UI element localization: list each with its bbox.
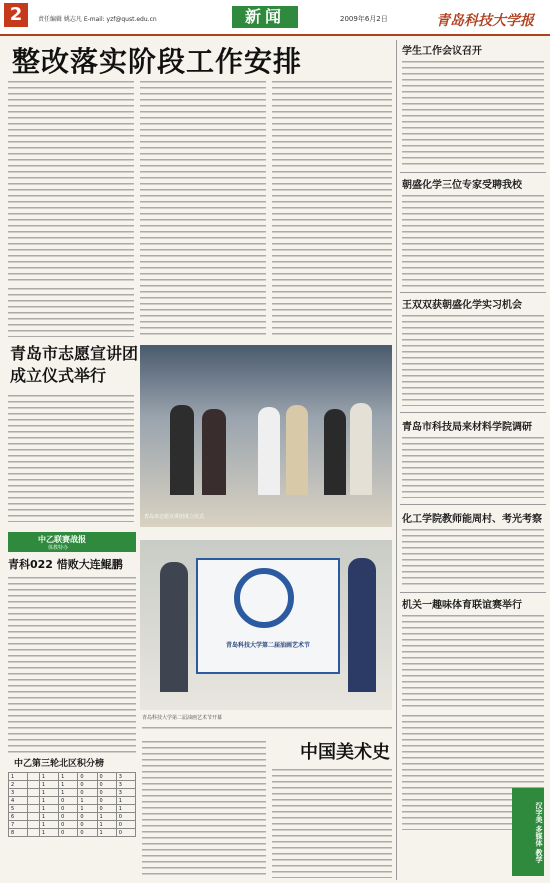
table-cell: 1 <box>39 805 58 813</box>
table-cell: 0 <box>78 813 97 821</box>
lead-headline: 整改落实阶段工作安排 <box>12 45 303 78</box>
table-cell: 0 <box>59 797 78 805</box>
table-cell: 0 <box>59 805 78 813</box>
person-figure <box>202 409 226 495</box>
person-figure <box>258 407 280 495</box>
table-row <box>9 821 136 829</box>
table-cell: 0 <box>78 829 97 837</box>
table-cell: 1 <box>116 805 135 813</box>
right-article-1-text <box>402 58 544 168</box>
table-row <box>9 789 136 797</box>
right-article-5-title: 化工学院教师能周村、考光考察 <box>402 514 542 525</box>
lead-text-col1b <box>8 285 134 337</box>
table-cell: 3 <box>116 781 135 789</box>
table-cell: 0 <box>78 781 97 789</box>
table-cell <box>28 797 40 805</box>
editor-info: 责任编辑 姚志凡 E-mail: yzf@qust.edu.cn <box>38 16 157 23</box>
exhibition-caption-lines <box>142 724 392 732</box>
table-cell: 3 <box>9 789 28 797</box>
volunteer-title-1: 青岛市志愿宣讲团 <box>10 344 139 363</box>
table-cell: 1 <box>39 773 58 781</box>
right-article-6-title: 机关一趣味体育联谊赛举行 <box>402 600 522 611</box>
table-cell: 0 <box>59 821 78 829</box>
sports-text <box>8 574 136 754</box>
table-cell <box>28 805 40 813</box>
exhibition-caption: 青岛科技大学第二届油画艺术节开幕 <box>142 715 223 721</box>
volunteer-text <box>8 392 134 522</box>
divider <box>400 172 546 173</box>
right-article-4-text <box>402 434 544 498</box>
table-cell: 3 <box>116 789 135 797</box>
right-article-2-text <box>402 192 544 288</box>
table-cell: 4 <box>9 797 28 805</box>
table-cell: 3 <box>116 773 135 781</box>
table-cell: 1 <box>59 789 78 797</box>
table-row <box>9 805 136 813</box>
table-cell: 1 <box>116 797 135 805</box>
table-cell: 7 <box>9 821 28 829</box>
table-cell <box>28 781 40 789</box>
plaque-title: 青岛科技大学第二届油画艺术节 <box>225 642 310 649</box>
table-cell <box>28 773 40 781</box>
lead-text-col2 <box>140 78 266 338</box>
table-cell: 1 <box>97 813 116 821</box>
table-cell: 1 <box>39 781 58 789</box>
table-cell: 0 <box>78 821 97 829</box>
right-article-4-title: 青岛市科技局来材料学院调研 <box>402 422 532 433</box>
table-cell: 1 <box>39 821 58 829</box>
table-cell: 1 <box>97 829 116 837</box>
sports-box-sublabel: 体教特办 <box>48 545 69 551</box>
right-article-3-title: 王双双获朝盛化学实习机会 <box>402 300 522 311</box>
sports-box-label: 中乙联赛战报 <box>38 535 86 544</box>
table-row <box>9 813 136 821</box>
person-figure <box>324 409 346 495</box>
person-figure <box>170 405 194 495</box>
table-cell: 1 <box>78 805 97 813</box>
column-divider <box>396 40 397 880</box>
page-header <box>0 0 550 36</box>
standings-title: 中乙第三轮北区积分榜 <box>14 759 105 769</box>
table-cell <box>28 821 40 829</box>
table-row <box>9 829 136 837</box>
issue-date: 2009年6月2日 <box>340 15 388 23</box>
bottom-text-col2 <box>272 766 392 878</box>
divider <box>400 504 546 505</box>
sports-box-header <box>8 532 136 552</box>
volunteer-photo-caption: 青岛市志愿宣讲团成立仪式 <box>144 514 205 520</box>
table-cell: 1 <box>39 797 58 805</box>
divider <box>400 592 546 593</box>
volunteer-photo <box>140 345 392 527</box>
table-cell <box>28 829 40 837</box>
table-cell: 0 <box>59 829 78 837</box>
table-cell: 0 <box>97 797 116 805</box>
table-row <box>9 781 136 789</box>
lead-text-col3 <box>272 78 392 338</box>
table-cell <box>28 813 40 821</box>
plaque-board <box>196 558 340 674</box>
table-cell: 8 <box>9 829 28 837</box>
person-figure <box>160 562 188 692</box>
exhibition-photo <box>140 540 392 710</box>
right-article-2-title: 朝盛化学三位专家受聘我校 <box>402 180 522 191</box>
table-cell: 6 <box>9 813 28 821</box>
table-cell: 0 <box>116 829 135 837</box>
right-article-6-text <box>402 612 544 708</box>
table-cell: 5 <box>9 805 28 813</box>
masthead-logo: 青岛科技大学报 <box>436 13 534 29</box>
bottom-text-col1 <box>142 738 266 878</box>
person-figure <box>286 405 308 495</box>
table-row <box>9 773 136 781</box>
footer-tag: 汉字美 多媒体 教学 <box>512 788 544 876</box>
divider <box>400 412 546 413</box>
table-cell: 1 <box>39 829 58 837</box>
right-article-1-title: 学生工作会议召开 <box>402 46 482 57</box>
table-cell: 1 <box>39 813 58 821</box>
table-cell: 1 <box>78 797 97 805</box>
table-cell: 0 <box>116 813 135 821</box>
table-cell: 0 <box>97 773 116 781</box>
table-cell: 2 <box>9 781 28 789</box>
divider <box>400 292 546 293</box>
page-number: 2 <box>4 3 28 27</box>
table-cell: 0 <box>59 813 78 821</box>
right-article-3-text <box>402 312 544 406</box>
volunteer-title-2: 成立仪式举行 <box>10 366 107 385</box>
table-cell: 0 <box>97 789 116 797</box>
right-article-5-text <box>402 526 544 586</box>
sports-title: 青科022 惜败大连鲲鹏 <box>8 558 123 571</box>
table-cell: 0 <box>97 805 116 813</box>
art-history-title: 中国美术史 <box>300 742 390 763</box>
table-cell <box>28 789 40 797</box>
table-cell: 0 <box>78 789 97 797</box>
table-cell: 0 <box>116 821 135 829</box>
table-cell: 1 <box>39 789 58 797</box>
person-figure <box>350 403 372 495</box>
standings-table <box>8 772 136 837</box>
table-cell: 1 <box>97 821 116 829</box>
table-cell: 1 <box>59 773 78 781</box>
table-cell: 1 <box>59 781 78 789</box>
table-cell: 1 <box>9 773 28 781</box>
person-figure <box>348 558 376 692</box>
table-cell: 0 <box>97 781 116 789</box>
lead-text-col1 <box>8 78 134 282</box>
school-emblem-icon <box>234 568 294 628</box>
table-cell: 0 <box>78 773 97 781</box>
table-row <box>9 797 136 805</box>
section-title: 新闻 <box>232 6 298 28</box>
